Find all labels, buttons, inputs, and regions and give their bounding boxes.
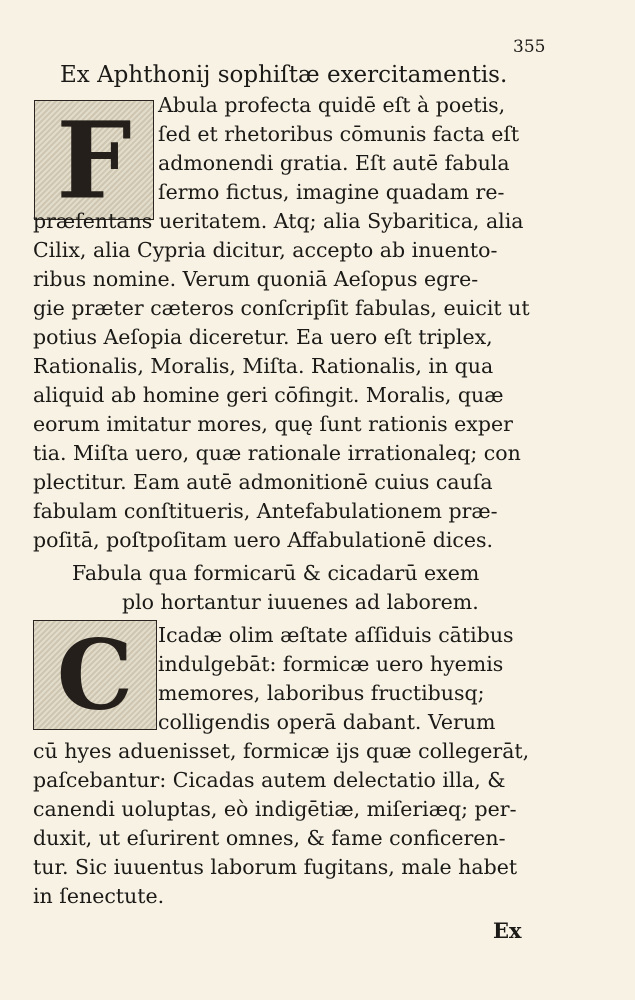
running-head: Ex Aphthonij sophiſtæ exercitamentis. [60, 62, 508, 88]
text-line: poſitā, poſtpoſitam uero Affabulationē dices. [33, 528, 494, 552]
text-line: colligendis operā dabant. Verum [158, 710, 496, 734]
text-line: gie præter cæteros conſcripſit fabulas, euicit ut [33, 296, 530, 320]
text-line: tia. Miſta uero, quæ rationale irrationaleq; con [33, 441, 521, 465]
text-line: memores, laboribus fructibusq; [158, 681, 485, 705]
text-line: paſcebantur: Cicadas autem delectatio illa, & [33, 768, 506, 792]
text-line: plectitur. Eam autē admonitionē cuius cauſa [33, 470, 493, 494]
text-line: ſed et rhetoribus cōmunis facta eſt [158, 122, 520, 146]
fable-heading-line: Fabula qua formicarū & cicadarū exem [72, 561, 480, 585]
text-line: duxit, ut eſurirent omnes, & fame conficeren- [33, 826, 506, 850]
text-line: potius Aeſopia diceretur. Ea uero eſt triplex, [33, 325, 493, 349]
text-line: Abula profecta quidē eſt à poetis, [158, 93, 506, 117]
decorated-initial-c [33, 620, 157, 730]
text-line: tur. Sic iuuentus laborum fugitans, male habet [33, 855, 518, 879]
text-line: cū hyes aduenisset, formicæ ijs quæ collegerāt, [33, 739, 530, 763]
text-line: ſermo fictus, imagine quadam re- [158, 180, 505, 204]
text-line: fabulam conſtitueris, Antefabulationem præ- [33, 499, 498, 523]
text-line: Icadæ olim æſtate aſſiduis cātibus [158, 623, 514, 647]
text-line: Cilix, alia Cypria dicitur, accepto ab inuento- [33, 238, 498, 262]
fable-heading-line: plo hortantur iuuenes ad laborem. [122, 590, 479, 614]
text-line: Rationalis, Moralis, Miſta. Rationalis, in qua [33, 354, 494, 378]
text-line: aliquid ab homine geri cōfingit. Moralis, quæ [33, 383, 504, 407]
text-line: eorum imitatur mores, quę ſunt rationis exper [33, 412, 513, 436]
initial-letter: F [56, 97, 132, 223]
text-line: ribus nomine. Verum quoniā Aeſopus egre- [33, 267, 479, 291]
text-line: præſentans ueritatem. Atq; alia Sybaritica, alia [33, 209, 524, 233]
text-line: in ſenectute. [33, 884, 165, 908]
text-line: indulgebāt: formicæ uero hyemis [158, 652, 504, 676]
text-line: admonendi gratia. Eſt autē fabula [158, 151, 510, 175]
text-line: canendi uoluptas, eò indigētiæ, miſeriæq; per- [33, 797, 517, 821]
page-number: 355 [513, 37, 546, 57]
initial-letter: C [56, 618, 134, 732]
decorated-initial-f [34, 97, 154, 223]
catchword: Ex [493, 918, 522, 943]
